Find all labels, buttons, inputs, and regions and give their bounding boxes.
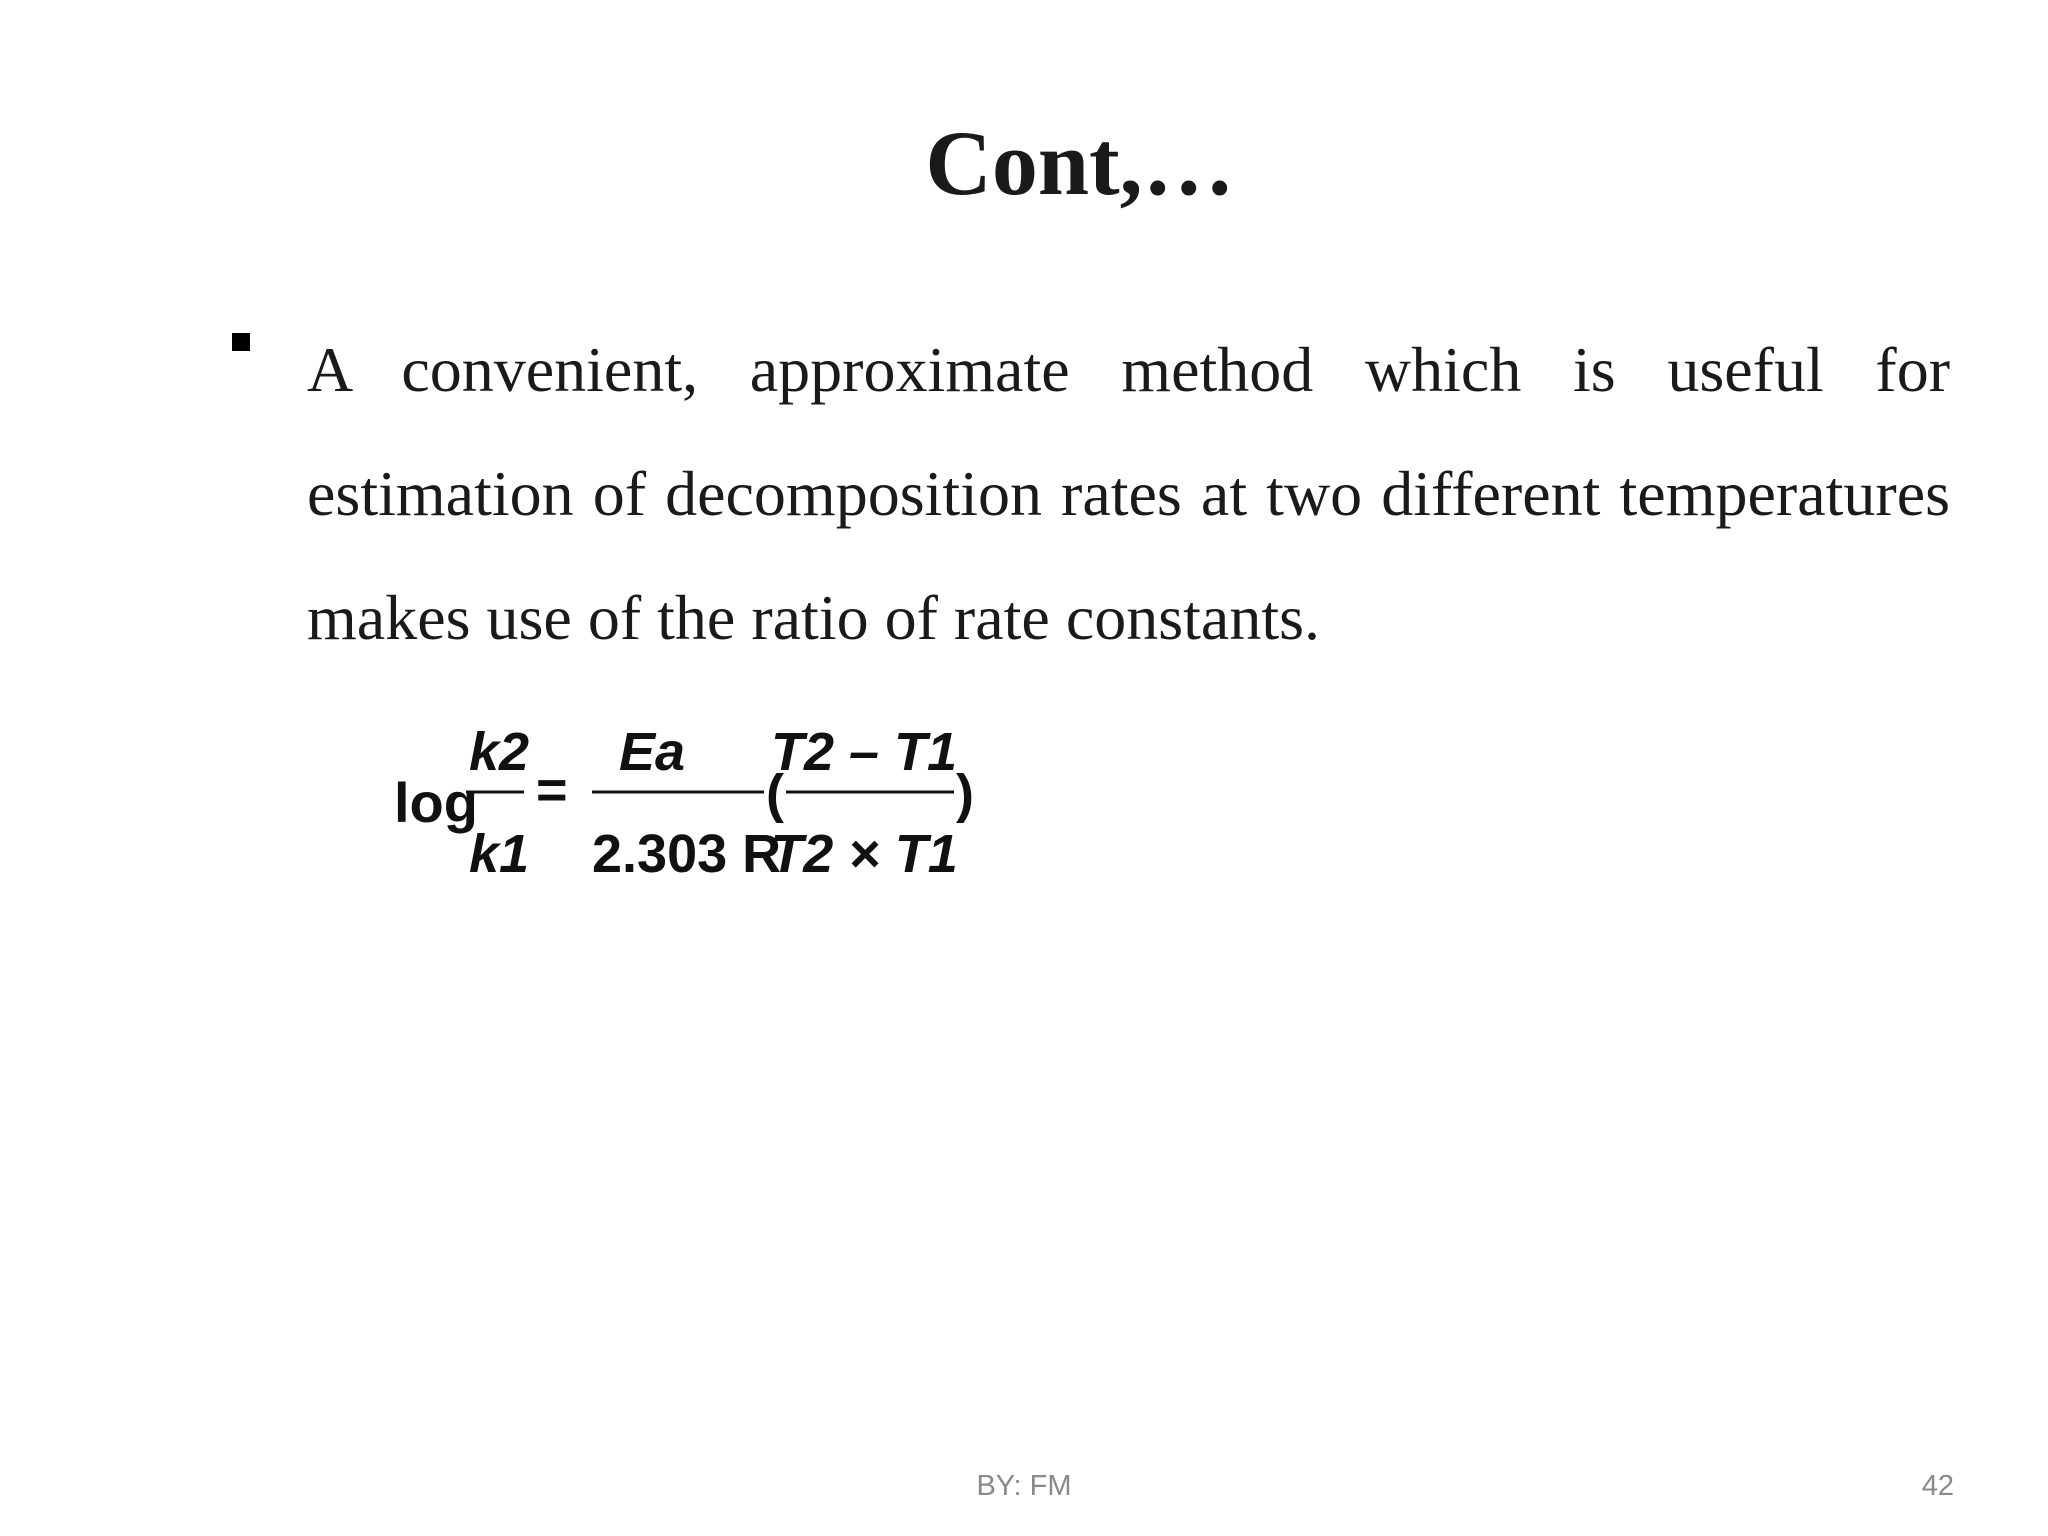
equation-lhs-numerator: k2 [469, 722, 530, 782]
equation-paren-open: ( [766, 764, 784, 824]
footer-author: BY: FM [976, 1470, 1072, 1502]
slide-title: Cont,… [925, 112, 1235, 214]
equation-log-label: log [394, 771, 478, 834]
equation-paren-close: ) [956, 764, 974, 824]
equation-equals: = [536, 760, 568, 820]
equation-lhs-denominator: k1 [469, 824, 530, 884]
arrhenius-ratio-equation [394, 722, 994, 897]
equation-coef-numerator: Ea [618, 722, 686, 782]
bullet-square-icon [232, 333, 250, 351]
page-number: 42 [1921, 1470, 1954, 1502]
bullet-text: A convenient, approximate method which is useful for estimation of decomposition rates at two different temperatures makes use of the ratio of rate constants. [307, 334, 1950, 653]
equation-frac-numerator: T2 – T1 [770, 722, 958, 782]
equation-coef-denominator: 2.303 R [592, 824, 782, 884]
equation-frac-denominator: T2 × T1 [770, 824, 958, 884]
